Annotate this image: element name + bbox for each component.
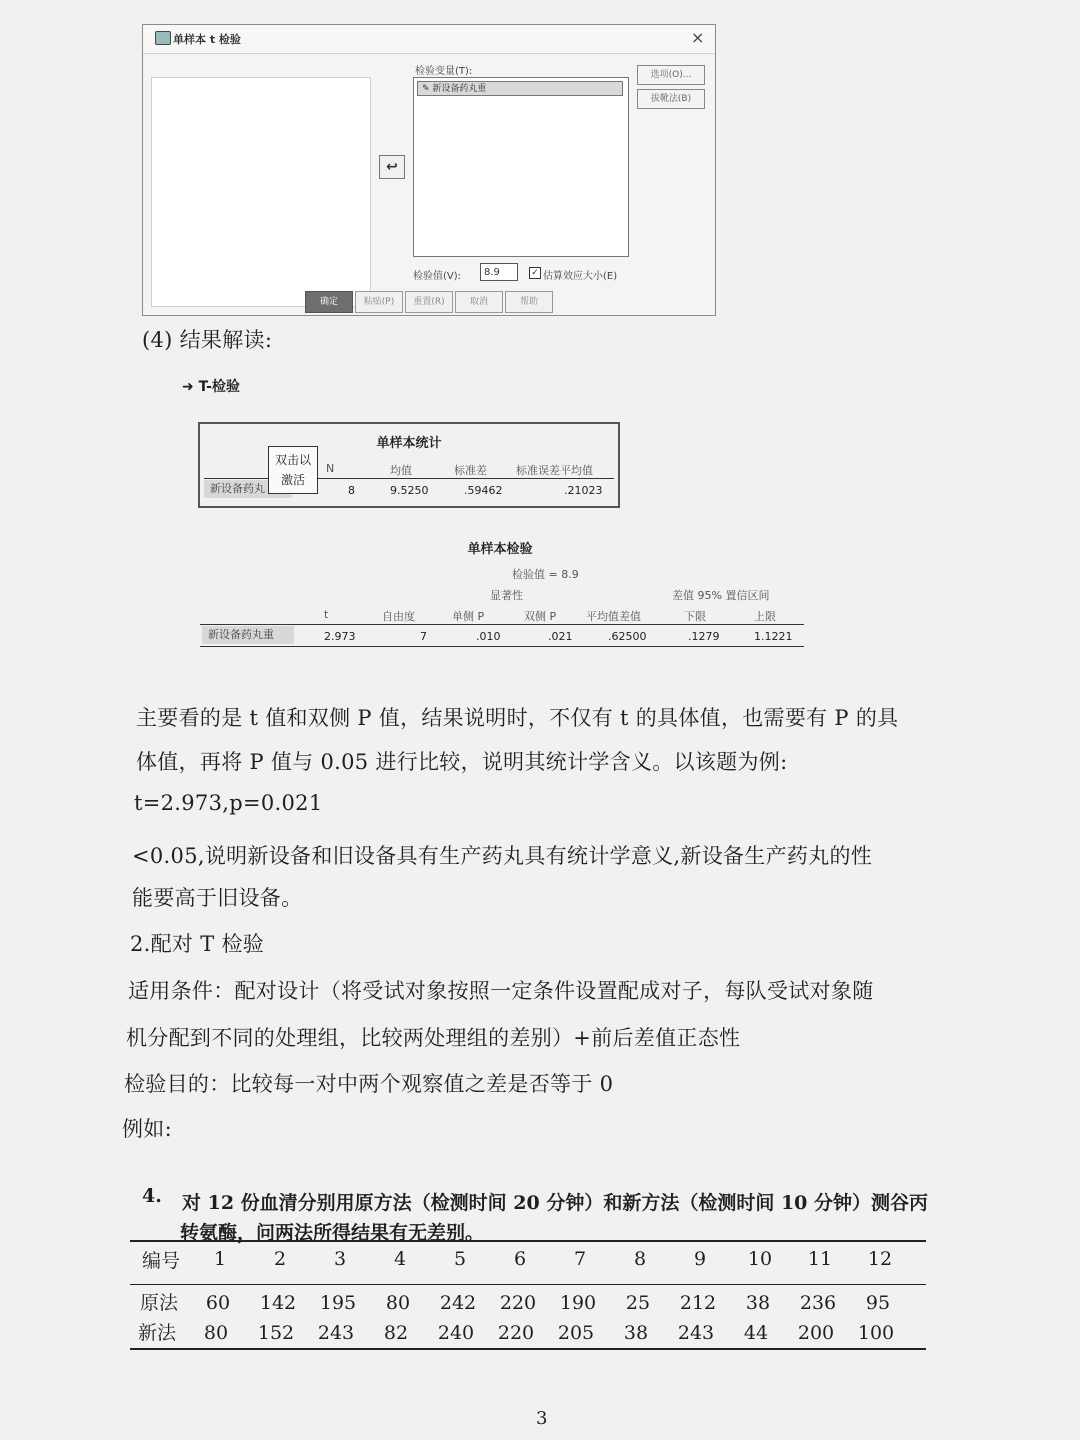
stats-header-se: 标准误差平均值 [516,464,593,477]
table-id-7: 7 [573,1248,587,1270]
significance-label: 显著性 [490,589,523,602]
data-table-bottom-rule [130,1348,926,1350]
move-variable-button[interactable]: ↩ [379,155,405,179]
stats-header-mean: 均值 [390,464,412,477]
data-table-top-rule [130,1240,926,1242]
test-header-meandiff: 平均值差值 [586,610,641,623]
test-header-t: t [324,608,329,621]
ttest-heading-text: T-检验 [198,379,240,395]
paired-data-table[interactable] [130,1240,926,1352]
id-row [190,1248,910,1270]
app-icon [155,31,171,45]
activate-tooltip: 双击以 激活 [268,446,318,494]
one-sample-t-test-dialog [142,24,716,316]
effect-size-checkbox[interactable]: ✓ [529,267,541,279]
paragraph-line-7: 适用条件：配对设计（将受试对象按照一定条件设置配成对子，每队受试对象随 [128,979,874,1003]
test-divider-top [200,624,804,625]
original-row [188,1292,908,1314]
paragraph-line-1: 主要看的是 t 值和双侧 P 值，结果说明时，不仅有 t 的具体值，也需要有 P 的具 [136,706,899,730]
page-number: 3 [536,1408,548,1429]
pencil-icon: ✎ [422,84,433,94]
paragraph-line-5: 能要高于旧设备。 [132,886,303,910]
test-p2: .021 [548,630,573,643]
bootstrap-button[interactable]: 拔靴法(B) [637,89,705,109]
test-variables-label: 检验变量(T): [415,66,473,77]
table-new-value-5: 240 [437,1322,475,1344]
row-original-label: 原法 [140,1292,179,1314]
table-new-value-3: 243 [317,1322,355,1344]
reset-button[interactable]: 重置(R) [405,291,453,313]
test-header-df: 自由度 [382,610,415,623]
table-id-2: 2 [273,1248,287,1270]
paragraph-line-9: 检验目的：比较每一对中两个观察值之差是否等于 0 [124,1072,614,1096]
table-new-value-10: 44 [743,1322,769,1344]
table-id-1: 1 [213,1248,227,1270]
table-new-value-12: 100 [857,1322,895,1344]
test-header-lower: 下限 [684,610,706,623]
row-new-label: 新法 [138,1322,177,1344]
one-sample-test-table[interactable] [200,536,804,650]
table-id-3: 3 [333,1248,347,1270]
test-p1: .010 [476,630,501,643]
problem-line-2: 转氨酶，问两法所得结果有无差别。 [180,1222,485,1244]
paragraph-line-4: <0.05,说明新设备和旧设备具有生产药丸具有统计学意义,新设备生产药丸的性 [132,844,873,868]
table-new-value-11: 200 [797,1322,835,1344]
test-df: 7 [420,630,427,643]
table-original-value-6: 220 [499,1292,537,1314]
stats-header-n: N [326,462,335,475]
table-original-value-8: 25 [625,1292,651,1314]
test-header-p1: 单侧 P [452,610,485,623]
test-header-upper: 上限 [754,610,776,623]
test-meandiff: .62500 [608,630,647,643]
table-id-8: 8 [633,1248,647,1270]
stats-header-sd: 标准差 [454,464,487,477]
ok-button[interactable]: 确定 [305,291,353,313]
test-table-title: 单样本检验 [467,542,533,557]
problem-line-1: 对 12 份血清分别用原方法（检测时间 20 分钟）和新方法（检测时间 10 分钟）测谷丙 [182,1192,929,1214]
stats-table-title: 单样本统计 [376,436,442,451]
table-original-value-3: 195 [319,1292,357,1314]
problem-number: 4. [142,1185,162,1207]
test-value-line: 检验值 = 8.9 [512,568,579,581]
table-original-value-10: 38 [745,1292,771,1314]
test-row-label: 新设备药丸重 [202,626,294,644]
help-button[interactable]: 帮助 [505,291,553,313]
table-original-value-1: 60 [205,1292,231,1314]
variable-list[interactable] [151,77,371,307]
stats-sd: .59462 [464,484,503,497]
paragraph-line-2: 体值，再将 P 值与 0.05 进行比较，说明其统计学含义。以该题为例: [136,750,788,774]
paragraph-line-10: 例如: [122,1117,172,1141]
stats-se: .21023 [564,484,603,497]
new-row [186,1322,906,1344]
table-id-12: 12 [867,1248,893,1270]
table-original-value-7: 190 [559,1292,597,1314]
table-original-value-11: 236 [799,1292,837,1314]
result-t-p: t=2.973,p=0.021 [134,791,323,815]
paste-button[interactable]: 粘贴(P) [355,291,403,313]
section-4-title: (4) 结果解读: [142,328,273,352]
test-value-label: 检验值(V): [413,271,462,282]
table-original-value-12: 95 [865,1292,891,1314]
table-new-value-6: 220 [497,1322,535,1344]
test-variables-list[interactable] [413,77,629,257]
table-new-value-8: 38 [623,1322,649,1344]
ttest-heading [182,376,240,396]
table-id-5: 5 [453,1248,467,1270]
table-new-value-7: 205 [557,1322,595,1344]
table-original-value-5: 242 [439,1292,477,1314]
table-new-value-1: 80 [203,1322,229,1344]
stats-mean: 9.5250 [390,484,429,497]
table-id-11: 11 [807,1248,833,1270]
data-table-mid-rule [130,1284,926,1285]
test-value-input[interactable]: 8.9 [480,263,518,281]
test-divider-bottom [200,646,804,647]
table-new-value-4: 82 [383,1322,409,1344]
test-upper: 1.1221 [754,630,793,643]
test-variable-item[interactable]: ✎ 新设备药丸重 [417,81,623,96]
paragraph-line-8: 机分配到不同的处理组，比较两处理组的差别）+前后差值正态性 [126,1026,741,1050]
cancel-button[interactable]: 取消 [455,291,503,313]
test-header-p2: 双侧 P [524,610,557,623]
table-new-value-9: 243 [677,1322,715,1344]
section-2-title: 2.配对 T 检验 [130,932,265,956]
dialog-title: 单样本 t 检验 [173,33,241,46]
table-id-9: 9 [693,1248,707,1270]
arrow-right-icon: ➜ [182,379,194,395]
one-sample-statistics-table[interactable] [198,422,620,508]
table-id-10: 10 [747,1248,773,1270]
table-original-value-4: 80 [385,1292,411,1314]
table-original-value-9: 212 [679,1292,717,1314]
test-lower: .1279 [688,630,720,643]
stats-row-label: 新设备药丸 [204,480,292,498]
effect-size-label: 估算效应大小(E) [543,271,618,282]
stats-n: 8 [348,484,355,497]
table-id-6: 6 [513,1248,527,1270]
table-new-value-2: 152 [257,1322,295,1344]
table-id-4: 4 [393,1248,407,1270]
ci-label: 差值 95% 置信区间 [672,589,770,602]
options-button[interactable]: 选项(O)... [637,65,705,85]
header-id-label: 编号 [142,1250,181,1272]
close-icon[interactable]: × [691,28,705,47]
stats-divider [204,478,614,479]
test-t: 2.973 [324,630,356,643]
table-original-value-2: 142 [259,1292,297,1314]
